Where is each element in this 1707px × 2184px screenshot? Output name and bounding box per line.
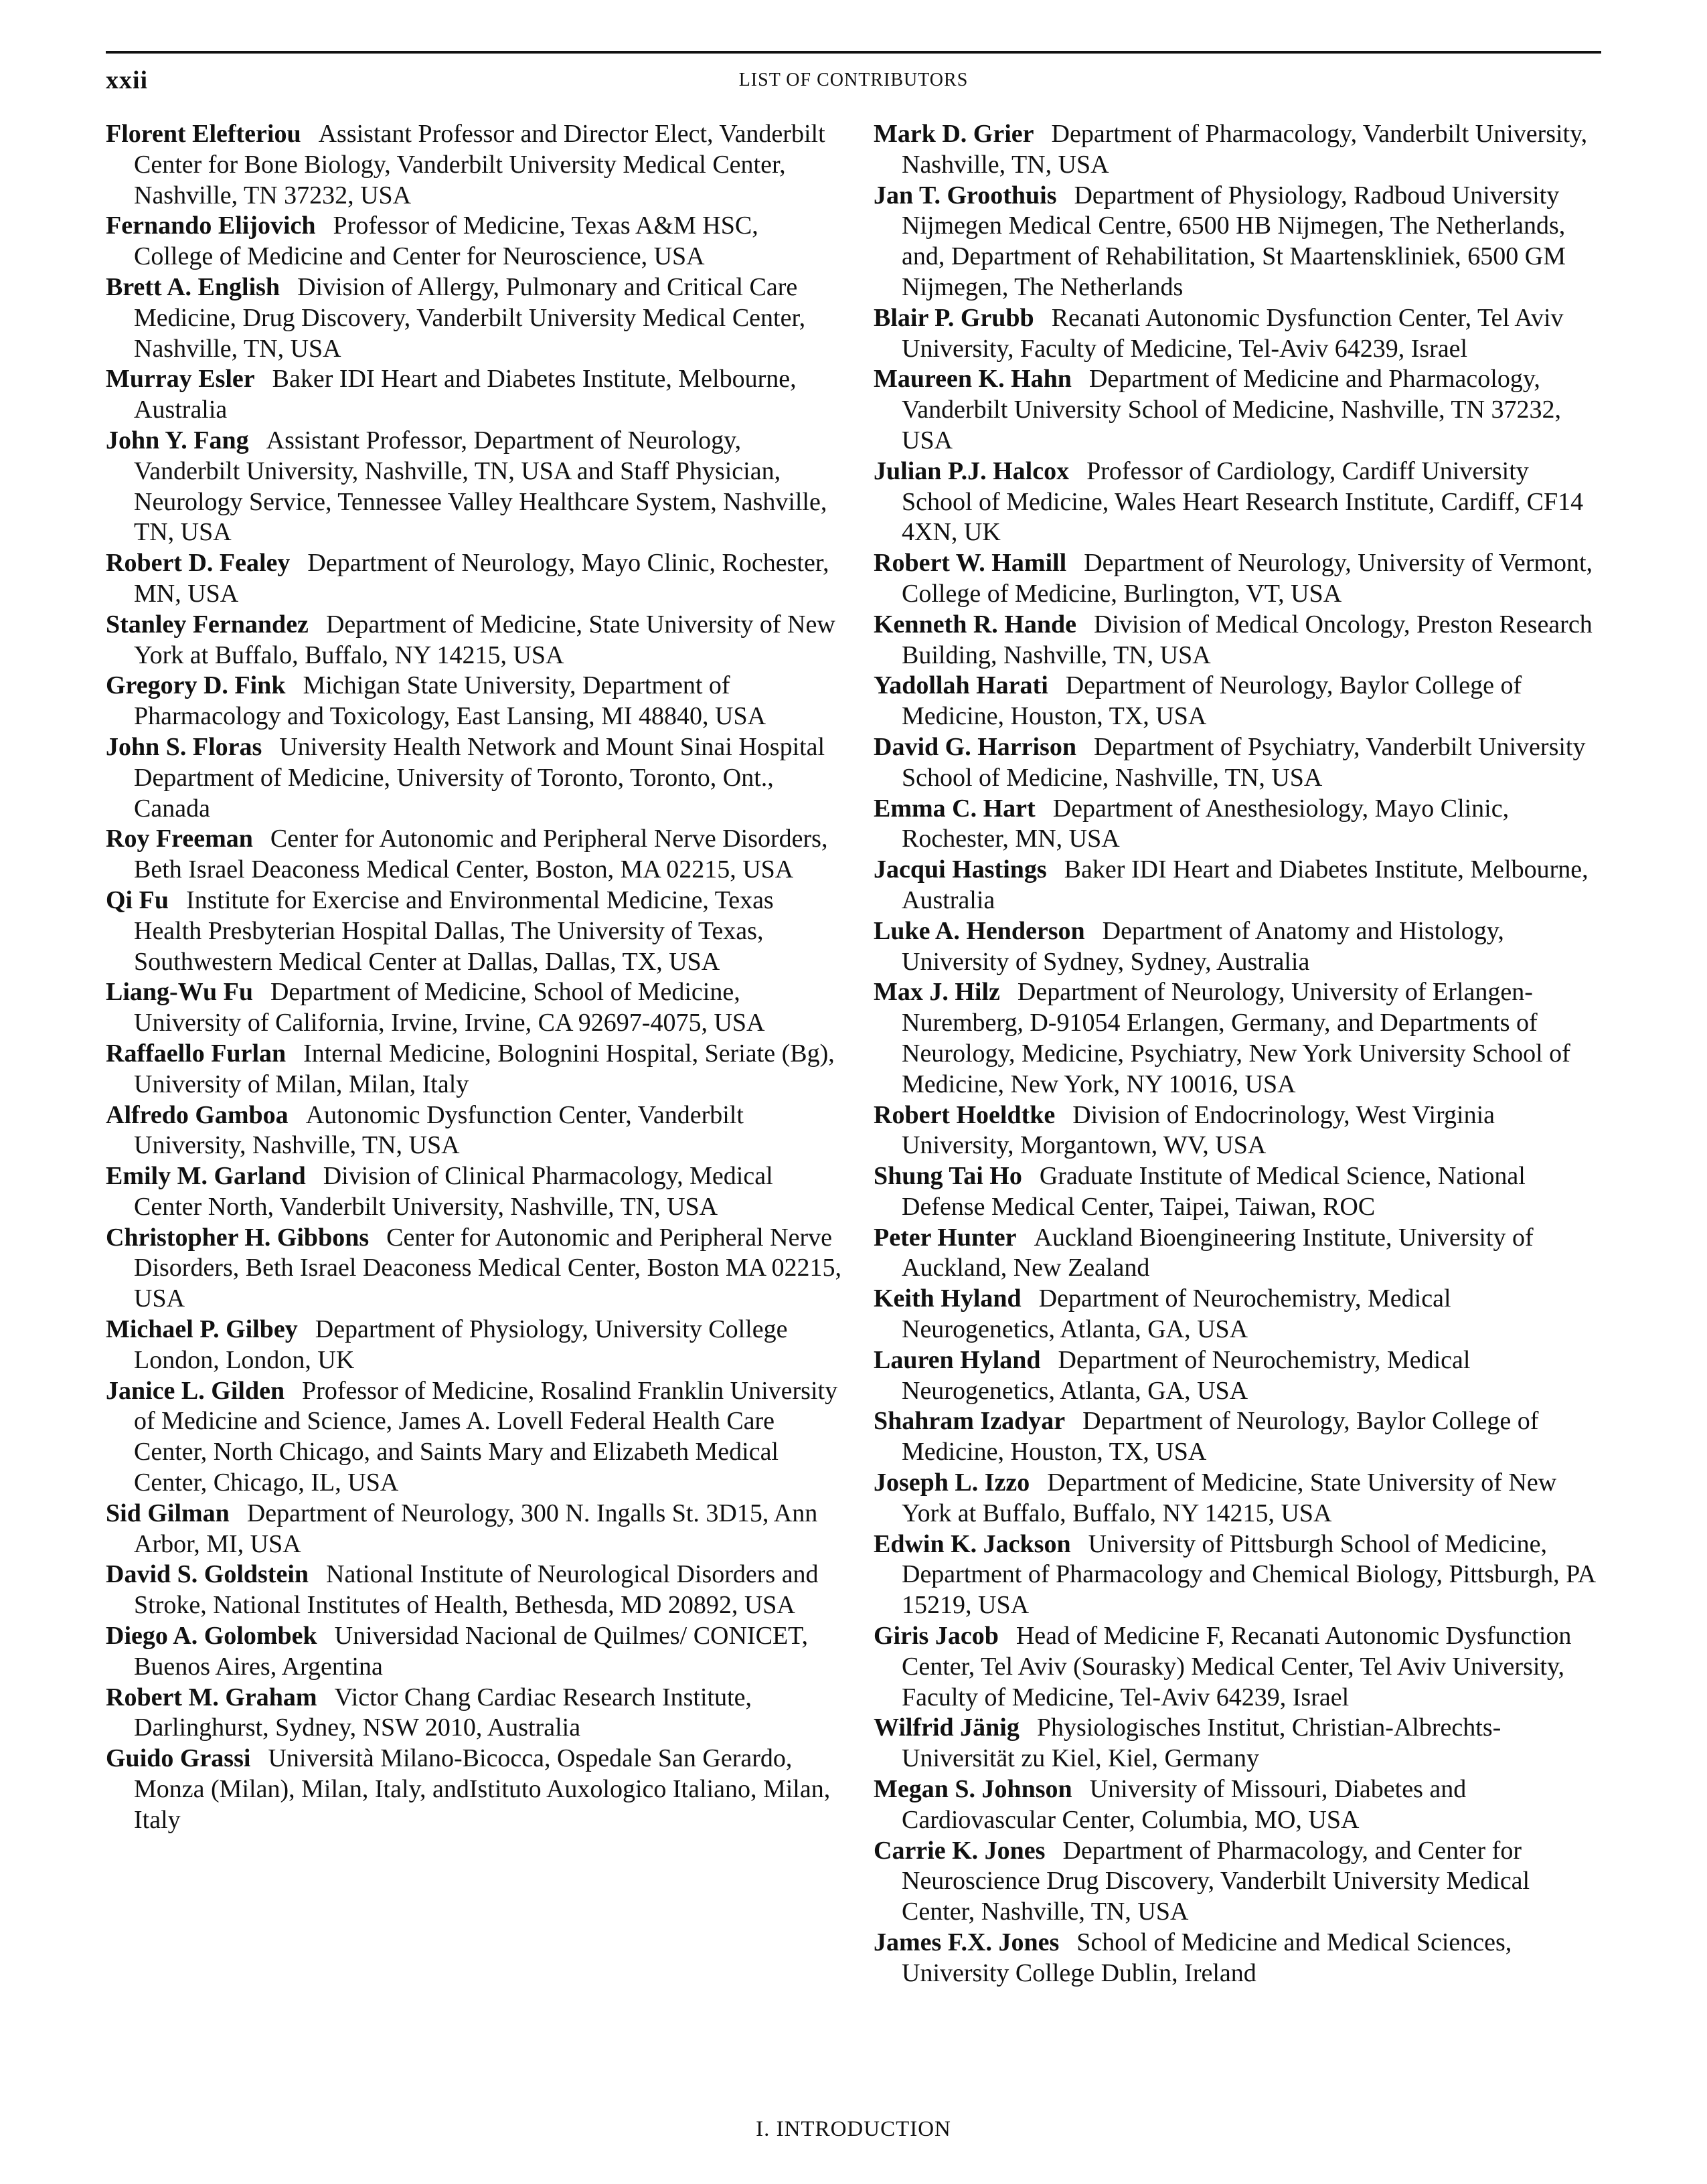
contributor-name: Kenneth R. Hande xyxy=(874,610,1076,639)
contributor-name: Shahram Izadyar xyxy=(874,1407,1066,1436)
contributor-name: Peter Hunter xyxy=(874,1223,1017,1252)
contributor-name: Roy Freeman xyxy=(106,825,253,853)
contributor-name: Qi Fu xyxy=(106,886,169,914)
contributor-affiliation: Department of Neurology, University of Erlangen-Nuremberg, D-91054 Erlangen, Germany, and Departments of Neurology, Medicine, Psychiatry, New York University School of Medicine, New York, NY 10016, USA xyxy=(902,978,1570,1098)
contributor-affiliation: Department of Pharmacology, and Center for Neuroscience Drug Discovery, Vanderbilt University Medical Center, Nashville, TN, USA xyxy=(902,1836,1530,1926)
contributor-entry xyxy=(874,1774,1603,1836)
contributor-name: Wilfrid Jänig xyxy=(874,1713,1020,1742)
contributor-entry xyxy=(874,364,1603,456)
contributor-affiliation: Assistant Professor, Department of Neurology, Vanderbilt University, Nashville, TN, USA and Staff Physician, Neurology Service, Tennessee Valley Healthcare System, Nashville, TN, USA xyxy=(134,426,827,547)
contributor-name: Edwin K. Jackson xyxy=(874,1529,1071,1558)
contributor-entry xyxy=(106,1621,842,1683)
contributor-name: Megan S. Johnson xyxy=(874,1775,1072,1804)
contributor-name: Liang-Wu Fu xyxy=(106,978,253,1007)
contributor-affiliation: University of Missouri, Diabetes and Cardiovascular Center, Columbia, MO, USA xyxy=(902,1775,1467,1834)
contributor-entry xyxy=(106,426,842,548)
contributor-entry xyxy=(874,1468,1603,1529)
contributor-name: Lauren Hyland xyxy=(874,1345,1041,1374)
contributor-entry xyxy=(106,1161,842,1223)
contributor-entry xyxy=(106,610,842,671)
contributor-affiliation: Center for Autonomic and Peripheral Nerve Disorders, Beth Israel Deaconess Medical Center, Boston, MA 02215, USA xyxy=(134,825,828,884)
contributor-entry xyxy=(874,1223,1603,1284)
contributor-affiliation: Department of Neurology, University of Vermont, College of Medicine, Burlington, VT, USA xyxy=(902,549,1593,608)
contributor-affiliation: Department of Medicine and Pharmacology, Vanderbilt University School of Medicine, Nashville, TN 37232, USA xyxy=(902,365,1562,454)
contributor-entry xyxy=(874,456,1603,548)
contributor-name: Robert W. Hamill xyxy=(874,549,1067,578)
contributor-name: Emma C. Hart xyxy=(874,794,1036,823)
contributor-name: Raffaello Furlan xyxy=(106,1039,287,1068)
contributor-entry xyxy=(874,916,1603,978)
contributor-name: Stanley Fernandez xyxy=(106,610,309,639)
contributor-name: Murray Esler xyxy=(106,365,255,394)
contributor-entry xyxy=(874,732,1603,794)
contributor-affiliation: Baker IDI Heart and Diabetes Institute, Melbourne, Australia xyxy=(134,365,797,424)
contributor-name: Emily M. Garland xyxy=(106,1162,306,1191)
contributor-entry xyxy=(874,1100,1603,1162)
contributor-name: Luke A. Henderson xyxy=(874,916,1085,945)
contributor-affiliation: Department of Neurology, Baylor College of Medicine, Houston, TX, USA xyxy=(902,671,1522,731)
contributor-name: Giris Jacob xyxy=(874,1622,999,1651)
contributor-affiliation: Autonomic Dysfunction Center, Vanderbilt University, Nashville, TN, USA xyxy=(134,1100,744,1160)
contributor-entry xyxy=(874,1836,1603,1928)
contributor-name: Mark D. Grier xyxy=(874,120,1034,148)
contributor-name: Shung Tai Ho xyxy=(874,1162,1022,1191)
contributor-affiliation: Internal Medicine, Bolognini Hospital, Seriate (Bg), University of Milan, Milan, Italy xyxy=(134,1039,835,1098)
contributor-name: John S. Floras xyxy=(106,732,262,761)
contributor-name: Alfredo Gamboa xyxy=(106,1100,289,1129)
contributor-name: Maureen K. Hahn xyxy=(874,365,1072,394)
contributor-entry xyxy=(874,119,1603,181)
contributor-entry xyxy=(874,1284,1603,1345)
contributor-affiliation: University of Pittsburgh School of Medicine, Department of Pharmacology and Chemical Biology, Pittsburgh, PA 15219, USA xyxy=(902,1529,1595,1620)
contributor-name: Keith Hyland xyxy=(874,1284,1022,1313)
contributor-entry xyxy=(106,732,842,824)
contributor-affiliation: Department of Neurochemistry, Medical Neurogenetics, Atlanta, GA, USA xyxy=(902,1284,1451,1344)
contributor-affiliation: Michigan State University, Department of Pharmacology and Toxicology, East Lansing, MI 48840, USA xyxy=(134,671,766,731)
contributor-name: Fernando Elijovich xyxy=(106,212,316,240)
contributor-entry xyxy=(874,1928,1603,1989)
page-number: xxii xyxy=(106,66,149,94)
contributor-entry xyxy=(106,119,842,211)
contributor-affiliation: Department of Physiology, University College London, London, UK xyxy=(134,1315,788,1374)
contributor-name: Guido Grassi xyxy=(106,1744,251,1773)
contributor-affiliation: Department of Medicine, State University of New York at Buffalo, Buffalo, NY 14215, USA xyxy=(902,1468,1557,1527)
contributor-entry xyxy=(106,977,842,1039)
contributor-affiliation: Recanati Autonomic Dysfunction Center, Tel Aviv University, Faculty of Medicine, Tel-Aviv 64239, Israel xyxy=(902,303,1564,363)
contributor-entry xyxy=(874,671,1603,732)
contributor-entry xyxy=(874,610,1603,671)
contributor-name: Michael P. Gilbey xyxy=(106,1315,298,1344)
contributor-affiliation: School of Medicine and Medical Sciences, University College Dublin, Ireland xyxy=(902,1928,1512,1987)
contributors-column-left xyxy=(106,119,842,1836)
contributor-entry xyxy=(106,1683,842,1744)
contributor-entry xyxy=(106,364,842,426)
contributor-entry xyxy=(106,548,842,610)
contributor-affiliation: Department of Anatomy and Histology, University of Sydney, Sydney, Australia xyxy=(902,916,1504,976)
contributor-affiliation: Baker IDI Heart and Diabetes Institute, Melbourne, Australia xyxy=(902,855,1589,914)
contributor-name: Robert D. Fealey xyxy=(106,549,291,578)
contributor-name: Jan T. Groothuis xyxy=(874,181,1057,209)
contributor-name: David S. Goldstein xyxy=(106,1560,309,1589)
contributor-affiliation: Department of Physiology, Radboud University Nijmegen Medical Centre, 6500 HB Nijmegen, The Netherlands, and, Department of Rehabilitation, St Maartenskliniek, 6500 GM Nijmegen, The Netherlands xyxy=(902,181,1566,301)
contributor-affiliation: Department of Neurochemistry, Medical Neurogenetics, Atlanta, GA, USA xyxy=(902,1345,1471,1405)
contributor-name: Gregory D. Fink xyxy=(106,671,286,700)
contributor-name: Sid Gilman xyxy=(106,1499,230,1527)
contributor-name: Joseph L. Izzo xyxy=(874,1468,1030,1497)
contributor-name: John Y. Fang xyxy=(106,426,249,454)
contributor-entry xyxy=(106,1560,842,1621)
contributor-name: Max J. Hilz xyxy=(874,978,1000,1007)
contributor-name: Robert M. Graham xyxy=(106,1683,317,1711)
contributor-affiliation: Department of Neurology, Mayo Clinic, Rochester, MN, USA xyxy=(134,549,829,608)
contributor-affiliation: Professor of Cardiology, Cardiff University School of Medicine, Wales Heart Research Institute, Cardiff, CF14 4XN, UK xyxy=(902,456,1584,547)
contributor-entry xyxy=(106,1039,842,1100)
contributor-name: Blair P. Grubb xyxy=(874,303,1034,332)
contributor-entry xyxy=(106,1744,842,1835)
contributor-affiliation: Auckland Bioengineering Institute, University of Auckland, New Zealand xyxy=(902,1223,1534,1282)
contributor-entry xyxy=(106,671,842,732)
contributor-entry xyxy=(106,211,842,272)
contributor-affiliation: Department of Neurology, Baylor College of Medicine, Houston, TX, USA xyxy=(902,1407,1539,1466)
contributor-affiliation: Department of Pharmacology, Vanderbilt University, Nashville, TN, USA xyxy=(902,120,1588,179)
contributor-affiliation: Department of Anesthesiology, Mayo Clinic, Rochester, MN, USA xyxy=(902,794,1510,853)
header-rule xyxy=(106,51,1601,54)
contributor-entry xyxy=(106,1376,842,1499)
contributor-affiliation: Professor of Medicine, Rosalind Franklin University of Medicine and Science, James A. Lovell Federal Health Care Center, North Chicago, and Saints Mary and Elizabeth Medical Center, Chicago, IL, USA xyxy=(134,1376,838,1497)
contributor-entry xyxy=(106,1499,842,1560)
contributor-affiliation: Division of Allergy, Pulmonary and Critical Care Medicine, Drug Discovery, Vanderbilt University Medical Center, Nashville, TN, USA xyxy=(134,272,806,363)
contributor-affiliation: Department of Medicine, School of Medicine, University of California, Irvine, Irvine, CA 92697-4075, USA xyxy=(134,978,765,1037)
contributor-affiliation: Assistant Professor and Director Elect, Vanderbilt Center for Bone Biology, Vanderbilt University Medical Center, Nashville, TN 37232, USA xyxy=(134,120,825,209)
contributor-entry xyxy=(106,1223,842,1315)
contributor-entry xyxy=(874,1713,1603,1774)
contributor-affiliation: Division of Endocrinology, West Virginia University, Morgantown, WV, USA xyxy=(902,1100,1495,1160)
contributor-name: Christopher H. Gibbons xyxy=(106,1223,370,1252)
contributor-name: Janice L. Gilden xyxy=(106,1376,285,1405)
contributor-affiliation: University Health Network and Mount Sinai Hospital Department of Medicine, University of Toronto, Toronto, Ont., Canada xyxy=(134,732,825,823)
contributor-entry xyxy=(106,272,842,364)
contributor-name: Florent Elefteriou xyxy=(106,120,301,148)
contributor-name: Carrie K. Jones xyxy=(874,1836,1046,1865)
contributor-entry xyxy=(874,303,1603,365)
contributor-affiliation: Physiologisches Institut, Christian-Albrechts-Universität zu Kiel, Kiel, Germany xyxy=(902,1713,1501,1773)
contributor-affiliation: Institute for Exercise and Environmental Medicine, Texas Health Presbyterian Hospital Dallas, The University of Texas, Southwestern Medical Center at Dallas, Dallas, TX, USA xyxy=(134,886,774,976)
contributor-affiliation: Professor of Medicine, Texas A&M HSC, College of Medicine and Center for Neuroscience, USA xyxy=(134,212,758,271)
contributor-entry xyxy=(874,1406,1603,1468)
contributor-entry xyxy=(874,977,1603,1100)
contributor-entry xyxy=(874,1161,1603,1223)
contributor-affiliation: Università Milano-Bicocca, Ospedale San Gerardo, Monza (Milan), Milan, Italy, andIstituto Auxologico Italiano, Milan, Italy xyxy=(134,1744,831,1834)
contributor-entry xyxy=(874,1621,1603,1713)
contributor-entry xyxy=(874,1345,1603,1407)
contributor-affiliation: Department of Psychiatry, Vanderbilt University School of Medicine, Nashville, TN, USA xyxy=(902,732,1586,792)
contributor-affiliation: National Institute of Neurological Disorders and Stroke, National Institutes of Health, Bethesda, MD 20892, USA xyxy=(134,1560,819,1620)
contributor-affiliation: Graduate Institute of Medical Science, National Defense Medical Center, Taipei, Taiwan, ROC xyxy=(902,1162,1526,1221)
contributor-name: Julian P.J. Halcox xyxy=(874,456,1070,485)
contributor-affiliation: Department of Neurology, 300 N. Ingalls St. 3D15, Ann Arbor, MI, USA xyxy=(134,1499,818,1558)
contributor-affiliation: Universidad Nacional de Quilmes/ CONICET, Buenos Aires, Argentina xyxy=(134,1622,809,1681)
contributor-name: Diego A. Golombek xyxy=(106,1622,317,1651)
section-footer: I. INTRODUCTION xyxy=(756,2117,951,2141)
contributor-name: Brett A. English xyxy=(106,272,280,301)
contributor-name: Jacqui Hastings xyxy=(874,855,1047,884)
contributor-entry xyxy=(106,1315,842,1376)
contributor-entry xyxy=(106,1100,842,1162)
contributor-entry xyxy=(874,855,1603,916)
contributor-entry xyxy=(106,824,842,886)
contributor-name: Robert Hoeldtke xyxy=(874,1100,1056,1129)
contributor-affiliation: Department of Medicine, State University of New York at Buffalo, Buffalo, NY 14215, USA xyxy=(134,610,835,669)
contributor-name: James F.X. Jones xyxy=(874,1928,1060,1957)
contributor-affiliation: Victor Chang Cardiac Research Institute, Darlinghurst, Sydney, NSW 2010, Australia xyxy=(134,1683,752,1742)
contributor-name: David G. Harrison xyxy=(874,732,1076,761)
contributor-affiliation: Division of Clinical Pharmacology, Medical Center North, Vanderbilt University, Nashville, TN, USA xyxy=(134,1162,773,1221)
contributor-affiliation: Division of Medical Oncology, Preston Research Building, Nashville, TN, USA xyxy=(902,610,1593,669)
contributor-entry xyxy=(874,548,1603,610)
running-title: LIST OF CONTRIBUTORS xyxy=(738,70,969,90)
contributor-name: Yadollah Harati xyxy=(874,671,1048,700)
contributor-affiliation: Center for Autonomic and Peripheral Nerve Disorders, Beth Israel Deaconess Medical Center, Boston MA 02215, USA xyxy=(134,1223,841,1313)
contributor-affiliation: Head of Medicine F, Recanati Autonomic Dysfunction Center, Tel Aviv (Sourasky) Medical Center, Tel Aviv University, Faculty of Medicine, Tel-Aviv 64239, Israel xyxy=(902,1622,1572,1711)
contributors-column-right xyxy=(874,119,1603,1989)
contributor-entry xyxy=(874,181,1603,303)
page-header xyxy=(106,66,1601,99)
contributor-entry xyxy=(874,1529,1603,1621)
contributor-entry xyxy=(106,886,842,977)
contributor-entry xyxy=(874,794,1603,855)
